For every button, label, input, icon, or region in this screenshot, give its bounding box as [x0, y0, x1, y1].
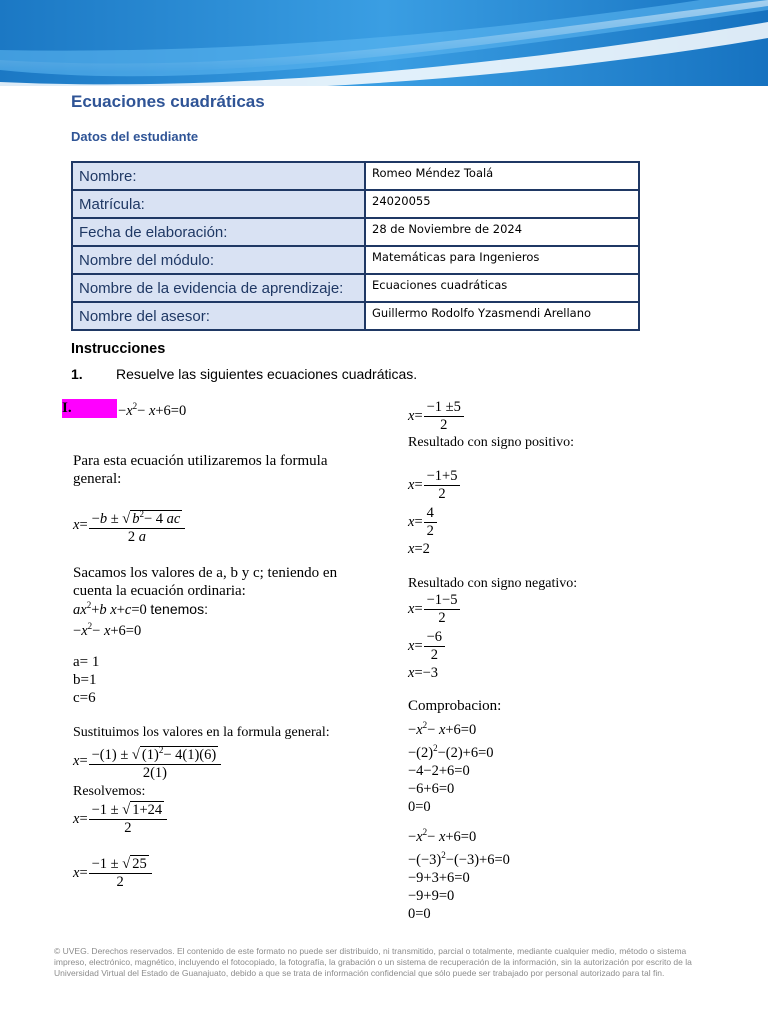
- result-positive: x=2: [408, 541, 430, 557]
- problem-label: I.: [62, 400, 72, 416]
- table-value: Guillermo Rodolfo Yzasmendi Arellano: [365, 302, 639, 330]
- table-value: Matemáticas para Ingenieros: [365, 246, 639, 274]
- value-c: c=6: [73, 690, 96, 706]
- substituted-formula: x= $\frac{-(1) \pm √ (1)^2- 4(1)(6)}{2(1)}$: [73, 742, 222, 782]
- table-label: Nombre:: [72, 162, 365, 190]
- step-formula: x= $\frac{-6}{2}$: [408, 629, 446, 664]
- table-row: [72, 218, 639, 246]
- table-row: [72, 246, 639, 274]
- substitute-text: Sustituimos los valores en la formula general:: [73, 725, 330, 740]
- value-b: b=1: [73, 672, 97, 688]
- table-label: Fecha de elaboración:: [72, 218, 365, 246]
- table-label: Nombre del módulo:: [72, 246, 365, 274]
- table-value: 28 de Noviembre de 2024: [365, 218, 639, 246]
- table-value: 24020055: [365, 190, 639, 218]
- step-formula: x= $\frac{-1 \pm 5}{2}$: [408, 399, 465, 434]
- instruction-number: 1.: [71, 366, 83, 382]
- page-title: Ecuaciones cuadráticas: [71, 92, 265, 111]
- standard-equation: $ax^2+b$ x+c=0 tenemos:: [73, 600, 208, 618]
- instruction-text: Resuelve las siguientes ecuaciones cuadráticas.: [116, 366, 418, 382]
- copyright-footer: © UVEG. Derechos reservados. El contenido de este formato no puede ser distribuido, ni transmitido, parcial o totalmente, mediante cualquier medio, método o sistema impreso, electrónico, magnético, incluyendo el fotocopiado, la fotografía, la grabación o un sistema de recuperación de la información, sin la autorización por escrito de la Universidad Virtual del Estado de Guanajuato, debido a que se trata de información confidencial que sólo puede ser trabajado por personal autorizado para tal fin.: [54, 946, 692, 978]
- result-negative: x=−3: [408, 665, 439, 681]
- step-formula: x= $\frac{-1 \pm √ 25}{2}$: [73, 856, 153, 891]
- table-row: [72, 162, 639, 190]
- table-label: Matrícula:: [72, 190, 365, 218]
- table-label: Nombre de la evidencia de aprendizaje:: [72, 274, 365, 302]
- tenemos-text: tenemos:: [150, 600, 208, 617]
- check-block-1: $-x^2- x+6=0$ $-(2)^2-(2)+6=0$ −4−2+6=0 −6+6=0 0=0: [408, 720, 494, 815]
- table-row: [72, 302, 639, 330]
- values-text: Sacamos los valores de a, b y c; teniendo en cuenta la ecuación ordinaria:: [73, 565, 338, 599]
- value-a: a= 1: [73, 654, 100, 670]
- negative-label: Resultado con signo negativo:: [408, 576, 578, 591]
- equation: $-x^2- x+6=0$: [118, 401, 187, 419]
- step-formula: x= $\frac{-1 \pm √ 1+24}{2}$: [73, 802, 168, 837]
- section-subtitle: Datos del estudiante: [71, 129, 199, 144]
- instructions-heading: Instrucciones: [71, 341, 166, 357]
- table-value: Ecuaciones cuadráticas: [365, 274, 639, 302]
- intro-text: Para esta ecuación utilizaremos la formula general:: [73, 453, 328, 487]
- table-label: Nombre del asesor:: [72, 302, 365, 330]
- positive-label: Resultado con signo positivo:: [408, 435, 575, 450]
- student-info-table: [71, 161, 640, 331]
- step-formula: x= $\frac{4}{2}$: [408, 505, 438, 540]
- step-formula: x= $\frac{-1-5}{2}$: [408, 592, 461, 627]
- table-row: [72, 190, 639, 218]
- step-formula: x= $\frac{-1+5}{2}$: [408, 468, 461, 503]
- equation: $-x^2- x+6=0$: [73, 621, 142, 639]
- check-label: Comprobacion:: [408, 698, 502, 714]
- resolvemos-text: Resolvemos:: [73, 784, 146, 799]
- general-formula: x= $\frac{-b \pm √ b^2- 4 ac}{2 a}$: [73, 506, 186, 546]
- check-block-2: $-x^2- x+6=0$ $-(-3)^2-(-3)+6=0$ −9+3+6=0 −9+9=0 0=0: [408, 827, 510, 922]
- table-row: [72, 274, 639, 302]
- table-value: Romeo Méndez Toalá: [365, 162, 639, 190]
- header-banner: [0, 0, 768, 92]
